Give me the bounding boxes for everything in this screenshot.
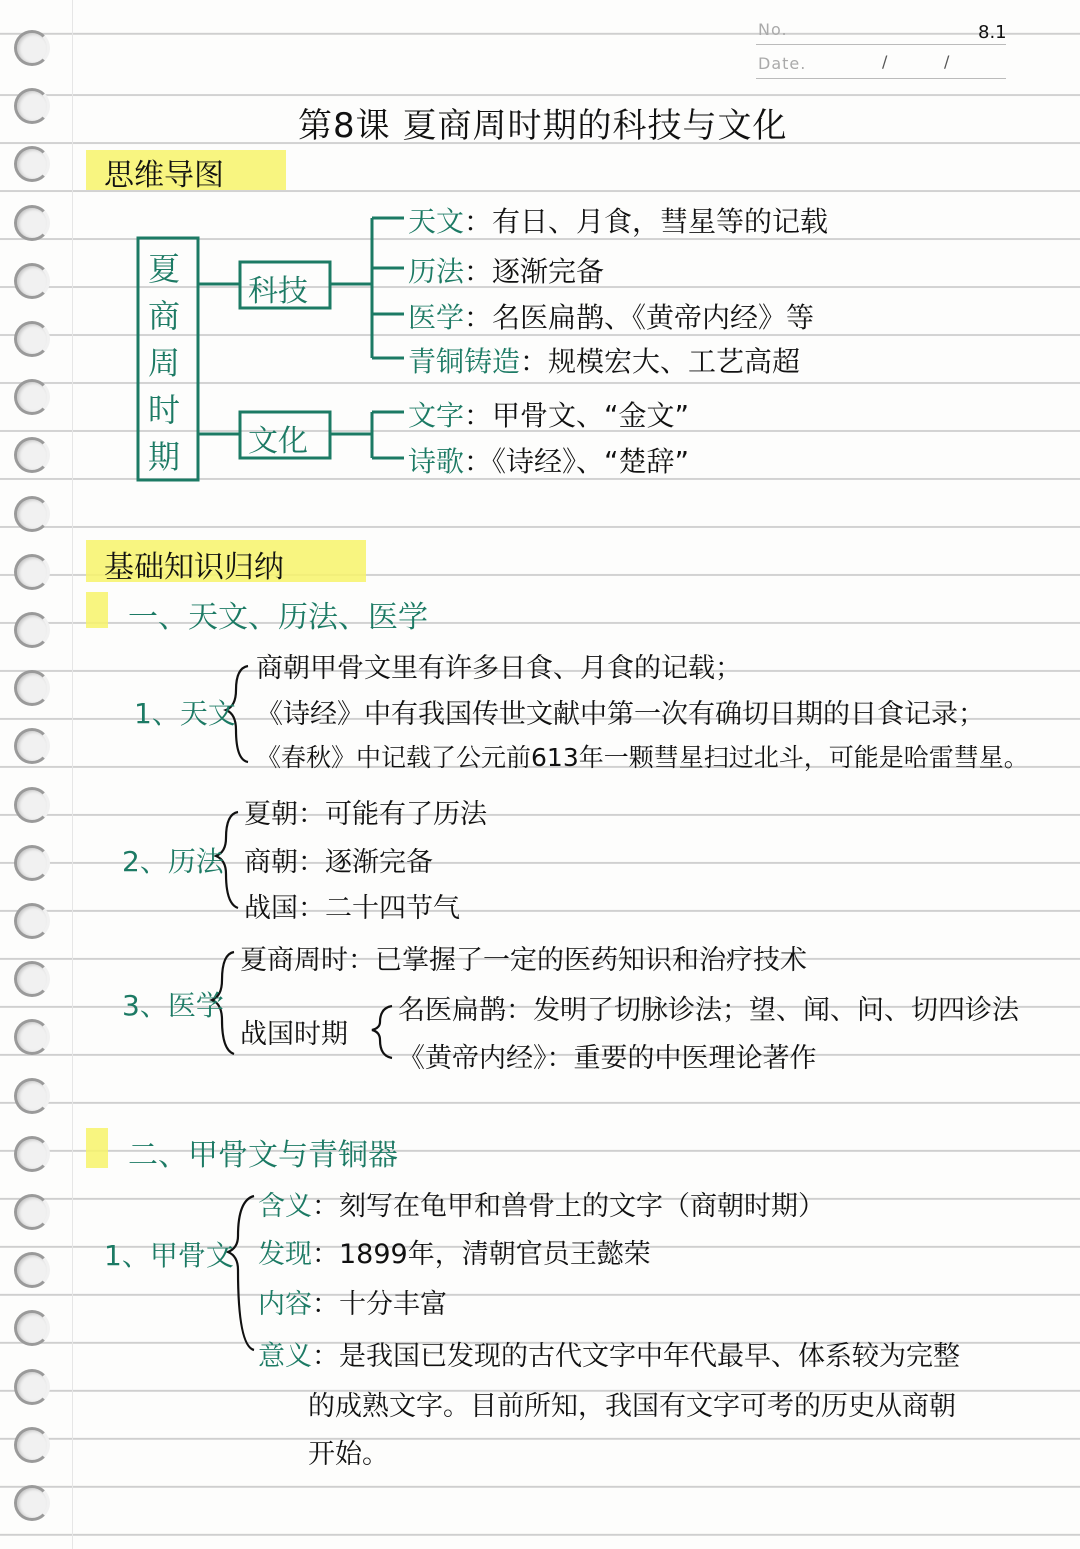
mindmap-node-keji: 科技 bbox=[248, 274, 308, 309]
mindmap-branch: 历法：逐渐完备 bbox=[408, 255, 605, 288]
note-line: 内容：十分丰富 bbox=[258, 1289, 447, 1320]
note-line: 《诗经》中有我国传世文献中第一次有确切日期的日食记录； bbox=[256, 699, 985, 730]
mindmap-root-char: 期 bbox=[148, 438, 181, 476]
note-line: 发现：1899年，清朝官员王懿荣 bbox=[258, 1239, 651, 1270]
note-line: 意义：是我国已发现的古代文字中年代最早、体系较为完整 bbox=[258, 1341, 960, 1372]
date-slash: / bbox=[944, 52, 951, 71]
mindmap-heading: 思维导图 bbox=[104, 158, 224, 193]
topic-label: 2、历法 bbox=[122, 845, 224, 878]
page-title: 第8课 夏商周时期的科技与文化 bbox=[298, 106, 788, 146]
mindmap-root-char: 周 bbox=[148, 344, 181, 382]
date-slash: / bbox=[882, 52, 889, 71]
mindmap-node-wenhua: 文化 bbox=[248, 424, 308, 459]
note-line: 名医扁鹊：发明了切脉诊法；望、闻、问、切四诊法 bbox=[398, 995, 1019, 1026]
note-line: 《黄帝内经》：重要的中医理论著作 bbox=[398, 1043, 817, 1074]
note-line: 战国时期 bbox=[240, 1019, 348, 1050]
topic-label: 1、天文 bbox=[134, 697, 236, 730]
basics-heading: 基础知识归纳 bbox=[104, 550, 284, 585]
mindmap-branch: 天文：有日、月食，彗星等的记载 bbox=[408, 205, 829, 238]
mindmap-root-char: 夏 bbox=[148, 250, 181, 288]
mindmap-root-char: 商 bbox=[148, 297, 181, 335]
brace-zhanguo bbox=[372, 1006, 392, 1058]
note-line: 《春秋》中记载了公元前613年一颗彗星扫过北斗，可能是哈雷彗星。 bbox=[256, 743, 1029, 772]
no-label: No. bbox=[758, 20, 788, 39]
note-line: 夏朝：可能有了历法 bbox=[244, 799, 487, 830]
note-line: 开始。 bbox=[308, 1439, 389, 1470]
topic-label: 1、甲骨文 bbox=[104, 1239, 234, 1272]
mindmap-branch: 青铜铸造：规模宏大、工艺高超 bbox=[408, 345, 801, 378]
note-line: 战国：二十四节气 bbox=[244, 893, 460, 924]
mindmap-branch: 文字：甲骨文、“金文” bbox=[408, 399, 690, 432]
mindmap-branch: 诗歌：《诗经》、“楚辞” bbox=[408, 445, 690, 478]
date-label: Date. bbox=[758, 54, 807, 73]
mindmap-branch: 医学：名医扁鹊、《黄帝内经》等 bbox=[408, 301, 815, 334]
section-title: 二、甲骨文与青铜器 bbox=[128, 1138, 398, 1173]
note-line: 商朝：逐渐完备 bbox=[244, 847, 433, 878]
note-line: 夏商周时：已掌握了一定的医药知识和治疗技术 bbox=[240, 945, 807, 976]
page-number: 8.1 bbox=[978, 22, 1007, 43]
highlight bbox=[86, 1128, 108, 1168]
note-line: 的成熟文字。目前所知，我国有文字可考的历史从商朝 bbox=[308, 1391, 956, 1422]
section-title: 一、天文、历法、医学 bbox=[128, 600, 428, 635]
note-line: 商朝甲骨文里有许多日食、月食的记载； bbox=[256, 653, 742, 684]
mindmap-root-char: 时 bbox=[148, 391, 181, 429]
note-line: 含义：刻写在龟甲和兽骨上的文字（商朝时期） bbox=[258, 1191, 825, 1222]
highlight bbox=[86, 592, 108, 628]
topic-label: 3、医学 bbox=[122, 989, 224, 1022]
